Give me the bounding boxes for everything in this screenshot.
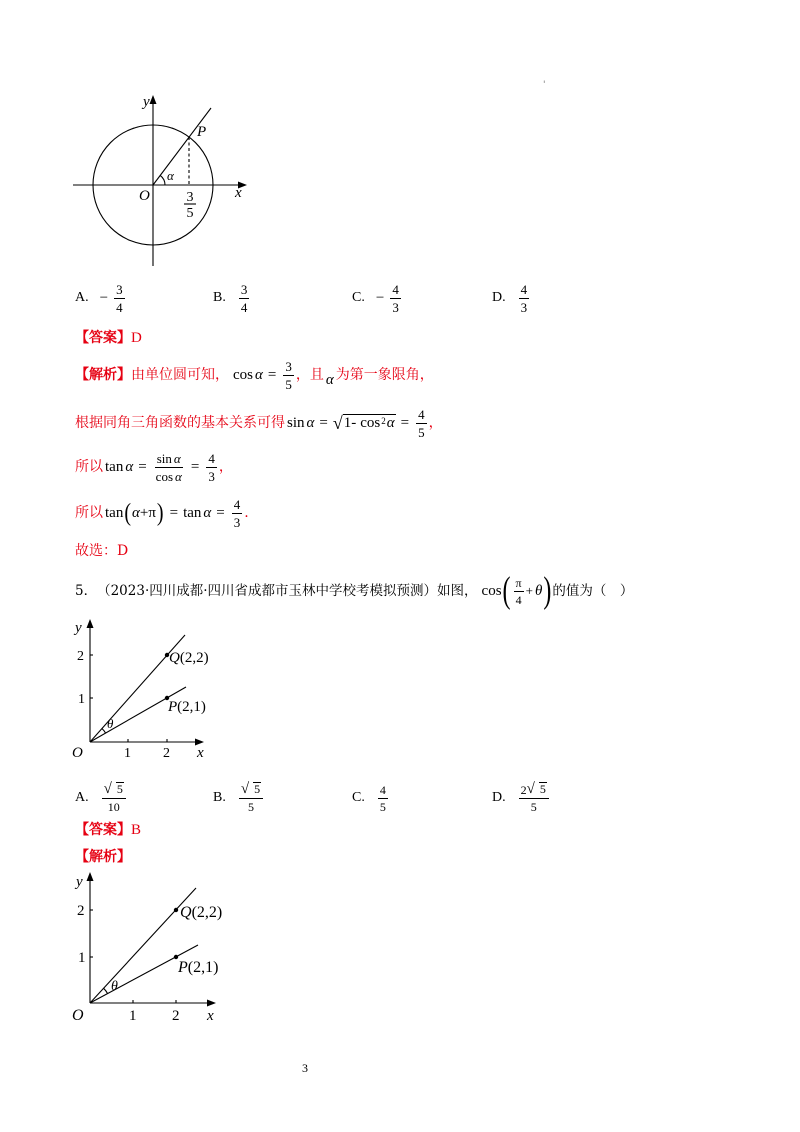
math-variable: α [175,468,182,484]
answer-tag: 【答案】 [75,822,131,838]
equals-sign: = [190,459,200,475]
numerator: 4 [379,782,386,797]
minus-sign: − [375,289,385,306]
foot-denominator: 5 [186,206,194,221]
math-variable: α [325,372,334,388]
foot-numerator: 3 [186,190,194,205]
right-paren: ) [156,499,164,527]
math-function: cos [155,468,174,484]
q4-option-b [213,281,251,315]
exponent: 2 [381,415,386,426]
question-source: （2023·四川成都·四川省成都市玉林中学校考模拟预测）如图， [97,583,478,599]
origin-label: O [139,188,150,204]
q5-analysis-heading [75,848,131,866]
x-axis-arrow [207,1000,216,1007]
point-p-label: P [197,124,207,140]
fraction [206,451,217,484]
denominator: 10 [107,800,120,814]
fraction [283,359,294,392]
page-number: 3 [302,1061,308,1075]
q4-conclusion [75,542,128,560]
q4-option-a [75,281,127,315]
equals-sign: = [169,505,179,521]
radical-sign: √ [332,413,343,434]
numerator: 3 [116,281,123,297]
analysis-text: ， [428,415,443,431]
analysis-tag: 【解析】 [75,367,131,383]
question-text: 的值为（ ） [552,583,634,599]
denominator: 5 [530,800,537,814]
point-p-coords: (2,1) [187,959,219,976]
analysis-text: 根据同角三角函数的基本关系可得 [75,415,285,431]
q5-option-a [75,781,128,815]
denominator: 5 [247,800,254,814]
x-tick-label: 1 [129,1008,137,1024]
point-p-coords: (2,1) [177,699,206,715]
square-root [241,782,261,797]
fraction [232,497,243,530]
q5-option-c [352,781,390,815]
fraction [102,782,126,814]
denominator: 4 [515,592,522,607]
y-axis-arrow [87,619,94,628]
radicand-term: 1- [343,414,357,431]
analysis-text: 为第一象限角， [335,367,434,383]
fraction [114,282,125,315]
option-letter: A. [75,290,89,305]
y-tick-label: 1 [78,692,85,707]
option-letter: A. [75,790,89,805]
equals-sign: = [400,415,410,431]
q4-answer [75,329,142,347]
pi-symbol: π [148,505,156,521]
origin-label: O [72,745,83,761]
denominator: 3 [233,514,241,530]
radicand: 5 [254,782,261,797]
option-letter: B. [213,790,226,805]
q5-option-d [492,781,551,815]
fraction [154,451,184,484]
numerator: 4 [418,406,425,422]
answer-tag: 【答案】 [75,330,131,346]
point-q [174,908,178,912]
numerator: 3 [285,358,292,374]
fraction [519,282,530,315]
origin-label: O [72,1007,84,1024]
point-p-label [177,959,218,976]
plus-sign: + [139,505,149,521]
equals-sign: = [267,367,277,383]
q4-analysis-line-1 [75,357,434,393]
numerator [519,782,549,799]
math-variable: θ [534,583,543,599]
fraction [416,407,427,440]
question-number: 5． [75,583,98,599]
y-tick-label: 1 [78,950,86,966]
option-letter: D. [492,290,506,305]
left-paren: ( [124,499,131,527]
point-q-label [169,650,209,666]
radical-sign: √ [103,781,112,797]
math-function: tan [105,505,124,521]
radical-sign: √ [240,781,250,797]
denominator: 3 [392,299,399,315]
square-root [104,782,124,797]
point-p-name: P [178,959,188,976]
fraction [378,783,388,814]
x-tick-label: 2 [172,1008,180,1024]
equals-sign: = [216,505,225,521]
radicand [343,414,396,432]
q5-option-b [213,781,265,815]
numerator [239,782,263,799]
point-q-coords: (2,2) [191,904,223,921]
analysis-text: 所以 [75,459,103,475]
fraction [514,576,524,607]
math-function: sin [156,450,172,466]
math-variable: α [132,505,140,521]
denominator: 5 [379,799,386,814]
q4-analysis-line-2 [75,404,443,442]
math-function: cos [360,414,381,431]
x-axis-label: x [197,745,204,761]
q5-answer [75,821,141,839]
x-tick-label: 2 [163,746,170,761]
y-axis-arrow [150,95,157,104]
numerator [155,451,183,468]
fraction [390,282,401,315]
x-tick-label: 1 [124,746,131,761]
point-q-label [180,904,222,921]
option-letter: B. [213,290,226,305]
math-variable: α [306,415,315,431]
angle-arc [102,729,106,734]
q5-analysis-figure [60,866,235,1026]
y-axis-label: y [75,620,82,636]
radical-sign: √ [526,781,535,797]
math-variable: α [203,505,212,521]
x-axis-label: x [207,1008,214,1024]
denominator: 4 [116,299,123,315]
q4-analysis-line-3 [75,449,233,485]
denominator: 3 [208,468,215,484]
point-p-name: P [168,699,178,715]
conclusion-text: 故选：D [75,543,129,559]
point-q-name: Q [169,650,180,666]
option-letter: D. [492,790,506,805]
angle-arc [160,175,165,185]
y-tick-label: 2 [77,903,85,919]
equals-sign: = [138,459,147,475]
numerator: 4 [392,281,399,297]
analysis-text: ，且 [295,367,324,383]
fraction [239,282,250,315]
denominator: 3 [520,299,528,315]
analysis-text: ， [218,459,233,475]
q4-option-d [492,281,531,315]
math-variable: α [173,450,181,466]
numerator: 4 [520,281,528,297]
radicand: 5 [116,782,123,797]
point-q-name: Q [180,904,192,921]
analysis-text: 所以 [75,505,103,521]
option-letter: C. [352,290,365,305]
math-function: cos [233,367,253,383]
q4-analysis-line-4 [75,495,249,531]
answer-value: B [131,822,142,838]
numerator: π [515,575,522,590]
y-axis-label: y [76,874,83,890]
y-tick-label: 2 [77,649,84,664]
x-axis-label: x [235,185,242,201]
numerator: 4 [233,496,241,512]
q5-stem [75,572,633,610]
answer-value: D [131,330,142,346]
fraction [239,782,263,814]
left-paren: ( [502,570,511,612]
option-letter: C. [352,790,365,805]
radicand: 5 [539,782,546,797]
math-function: tan [105,459,124,475]
denominator [154,468,184,484]
angle-arc [104,988,108,993]
unit-circle-figure [60,88,260,273]
math-variable: α [386,414,395,431]
point-q-coords: (2,2) [179,650,209,666]
q5-rays-figure [60,612,225,764]
corner-mark: ' [543,80,546,90]
angle-label: θ [111,979,118,994]
minus-sign: − [99,289,109,306]
numerator: 3 [240,281,248,297]
angle-label: θ [107,716,114,731]
equals-sign: = [319,415,328,431]
point-p-label [167,699,206,715]
angle-label: α [167,168,174,183]
y-axis-arrow [87,872,94,881]
numerator [102,782,126,799]
coefficient: 2 [520,783,527,797]
denominator: 4 [240,299,248,315]
analysis-text: . [244,505,249,521]
math-function: tan [183,505,202,521]
q4-option-c [352,281,403,315]
math-variable: α [255,367,263,383]
denominator: 5 [285,376,292,392]
math-variable: α [125,459,134,475]
math-function: cos [481,583,502,599]
denominator: 5 [418,424,425,440]
right-paren: ) [543,570,552,612]
y-axis-label: y [143,94,150,110]
analysis-tag: 【解析】 [75,849,131,865]
analysis-text: 由单位圆可知， [131,367,229,383]
plus-sign: + [525,583,533,598]
fraction [519,782,549,814]
math-function: sin [287,415,305,431]
square-root [527,782,547,797]
numerator: 4 [208,450,215,466]
terminal-side [153,108,211,185]
square-root [333,414,396,432]
